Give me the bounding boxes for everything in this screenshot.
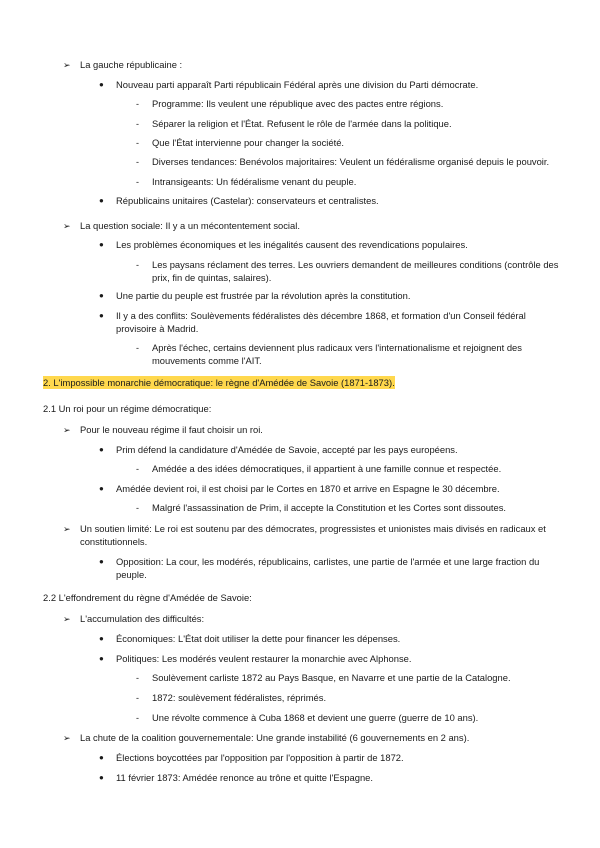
list-item: Soulèvement carliste 1872 au Pays Basque, en Navarre et une partie de la Catalogne. — [152, 672, 511, 683]
list-item: Malgré l'assassination de Prim, il accepte la Constitution et les Cortes sont dissoutes. — [152, 502, 507, 513]
bullet-icon: ● — [99, 753, 104, 762]
arrow-marker-icon: ➢ — [63, 60, 71, 70]
dash-icon: - — [136, 693, 139, 703]
highlighted-heading-text: 2. L'impossible monarchie démocratique: le règne d'Amédée de Savoie (1871-1873). — [43, 377, 395, 388]
bullet-icon: ● — [99, 80, 104, 89]
arrow-marker-icon: ➢ — [63, 733, 71, 743]
list-item: Économiques: L'État doit utiliser la dette pour financer les dépenses. — [116, 633, 401, 644]
list-item: La chute de la coalition gouvernementale: Une grande instabilité (6 gouvernements en 2 ans). — [80, 732, 470, 743]
dash-icon: - — [136, 260, 139, 270]
list-item: Les paysans réclament des terres. Les ouvriers demandent de meilleures conditions (contrôle des prix, fin de quintas, salaires). — [152, 259, 559, 283]
list-item: Républicains unitaires (Castelar): conservateurs et centralistes. — [116, 195, 379, 206]
dash-icon: - — [136, 503, 139, 513]
heading-question-sociale: La question sociale: Il y a un mécontentement social. — [80, 220, 300, 231]
dash-icon: - — [136, 138, 139, 148]
dash-icon: - — [136, 177, 139, 187]
bullet-icon: ● — [99, 654, 104, 663]
list-item: Il y a des conflits: Soulèvements fédéralistes dès décembre 1868, et formation d'un Conseil fédéral provisoire à Madrid. — [116, 310, 526, 334]
list-item: Prim défend la candidature d'Amédée de Savoie, accepté par les pays européens. — [116, 444, 458, 455]
bullet-icon: ● — [99, 484, 104, 493]
arrow-marker-icon: ➢ — [63, 524, 71, 534]
bullet-icon: ● — [99, 291, 104, 300]
list-item: Nouveau parti apparaît Parti républicain Fédéral après une division du Parti démocrate. — [116, 79, 479, 90]
list-item: Séparer la religion et l'État. Refusent le rôle de l'armée dans la politique. — [152, 118, 452, 129]
arrow-marker-icon: ➢ — [63, 221, 71, 231]
list-item: Une partie du peuple est frustrée par la révolution après la constitution. — [116, 290, 411, 301]
list-item: Opposition: La cour, les modérés, républicains, carlistes, une partie de l'armée et une large fraction du peuple. — [116, 556, 540, 580]
bullet-icon: ● — [99, 445, 104, 454]
list-item: Pour le nouveau régime il faut choisir un roi. — [80, 424, 263, 435]
dash-icon: - — [136, 119, 139, 129]
list-item: 1872: soulèvement fédéralistes, réprimés. — [152, 692, 327, 703]
list-item: Amédée devient roi, il est choisi par le Cortes en 1870 et arrive en Espagne le 30 décembre. — [116, 483, 500, 494]
list-item: Les problèmes économiques et les inégalités causent des revendications populaires. — [116, 239, 468, 250]
bullet-icon: ● — [99, 773, 104, 782]
heading-gauche-republicaine: La gauche républicaine : — [80, 59, 183, 70]
dash-icon: - — [136, 99, 139, 109]
list-item: 11 février 1873: Amédée renonce au trône et quitte l'Espagne. — [116, 772, 373, 783]
list-item: Amédée a des idées démocratiques, il appartient à une famille connue et respectée. — [152, 463, 502, 474]
section-heading-2 — [43, 377, 395, 389]
dash-icon: - — [136, 673, 139, 683]
list-item: Après l'échec, certains deviennent plus radicaux vers l'internationalisme et rejoignent des mouvements comme l'AIT. — [152, 342, 522, 366]
list-item: Une révolte commence à Cuba 1868 et devient une guerre (guerre de 10 ans). — [152, 712, 479, 723]
dash-icon: - — [136, 343, 139, 353]
arrow-marker-icon: ➢ — [63, 425, 71, 435]
list-item: Élections boycottées par l'opposition par l'opposition à partir de 1872. — [116, 752, 404, 763]
bullet-icon: ● — [99, 634, 104, 643]
list-item: Diverses tendances: Benévolos majoritaires: Veulent un fédéralisme organisé depuis le pouvoir. — [152, 156, 550, 167]
list-item: Que l'État intervienne pour changer la société. — [152, 137, 345, 148]
bullet-icon: ● — [99, 196, 104, 205]
subsection-heading-2-2: 2.2 L'effondrement du règne d'Amédée de Savoie: — [43, 592, 252, 603]
bullet-icon: ● — [99, 557, 104, 566]
list-item: L'accumulation des difficultés: — [80, 613, 205, 624]
dash-icon: - — [136, 157, 139, 167]
bullet-icon: ● — [99, 311, 104, 320]
list-item: Un soutien limité: Le roi est soutenu par des démocrates, progressistes et unionistes mais divisés en radicaux et constitutionnels. — [80, 523, 546, 547]
list-item: Politiques: Les modérés veulent restaurer la monarchie avec Alphonse. — [116, 653, 412, 664]
list-item: Intransigeants: Un fédéralisme venant du peuple. — [152, 176, 357, 187]
bullet-icon: ● — [99, 240, 104, 249]
dash-icon: - — [136, 464, 139, 474]
list-item: Programme: Ils veulent une république avec des pactes entre régions. — [152, 98, 444, 109]
subsection-heading-2-1: 2.1 Un roi pour un régime démocratique: — [43, 403, 212, 414]
arrow-marker-icon: ➢ — [63, 614, 71, 624]
dash-icon: - — [136, 713, 139, 723]
